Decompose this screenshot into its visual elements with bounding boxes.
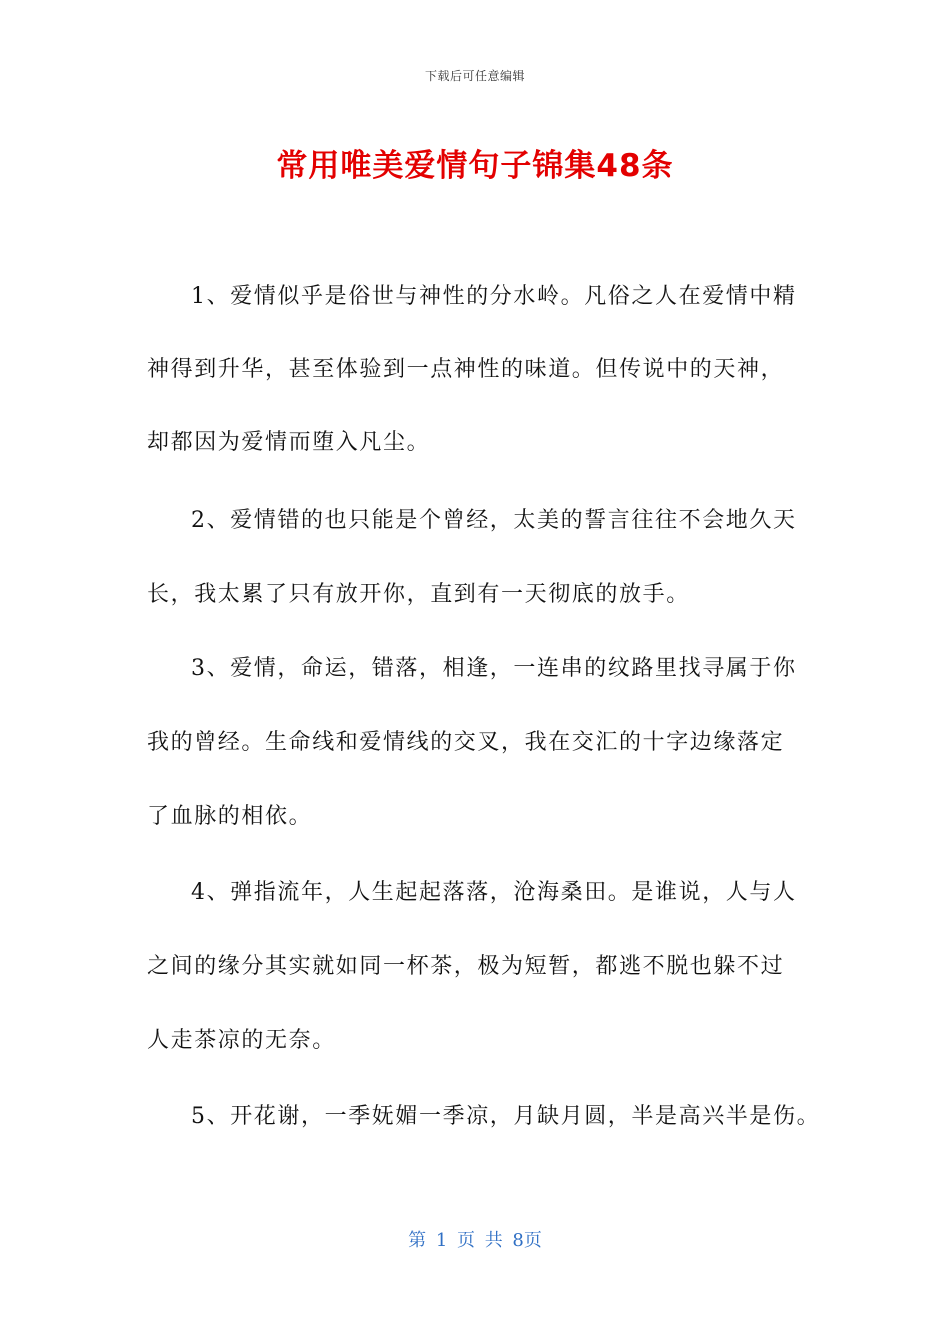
document-title: 常用唯美爱情句子锦集48条 <box>276 148 674 184</box>
paragraph-line: 神得到升华，甚至体验到一点神性的味道。但传说中的天神， <box>147 357 785 382</box>
paragraph-line: 之间的缘分其实就如同一杯茶，极为短暂，都逃不脱也躲不过 <box>147 954 785 979</box>
paragraph-line: 1、爱情似乎是俗世与神性的分水岭。凡俗之人在爱情中精 <box>191 284 797 309</box>
paragraph-line: 4、弹指流年，人生起起落落，沧海桑田。是谁说，人与人 <box>191 880 797 905</box>
paragraph-line: 3、爱情，命运，错落，相逢，一连串的纹路里找寻属于你 <box>191 656 797 681</box>
paragraph-line: 5、开花谢，一季妩媚一季凉，月缺月圆，半是高兴半是伤。 <box>191 1104 821 1129</box>
paragraph-line: 了血脉的相依。 <box>147 804 313 829</box>
paragraph-line: 我的曾经。生命线和爱情线的交叉，我在交汇的十字边缘落定 <box>147 730 785 755</box>
paragraph-line: 人走茶凉的无奈。 <box>147 1028 336 1053</box>
page-indicator: 第 1 页 共 8页 <box>408 1230 542 1251</box>
paragraph-line: 长，我太累了只有放开你，直到有一天彻底的放手。 <box>147 582 690 607</box>
paragraph-line: 却都因为爱情而堕入凡尘。 <box>147 430 431 455</box>
paragraph-line: 2、爱情错的也只能是个曾经，太美的誓言往往不会地久天 <box>191 508 797 533</box>
header-note: 下载后可任意编辑 <box>424 69 525 83</box>
